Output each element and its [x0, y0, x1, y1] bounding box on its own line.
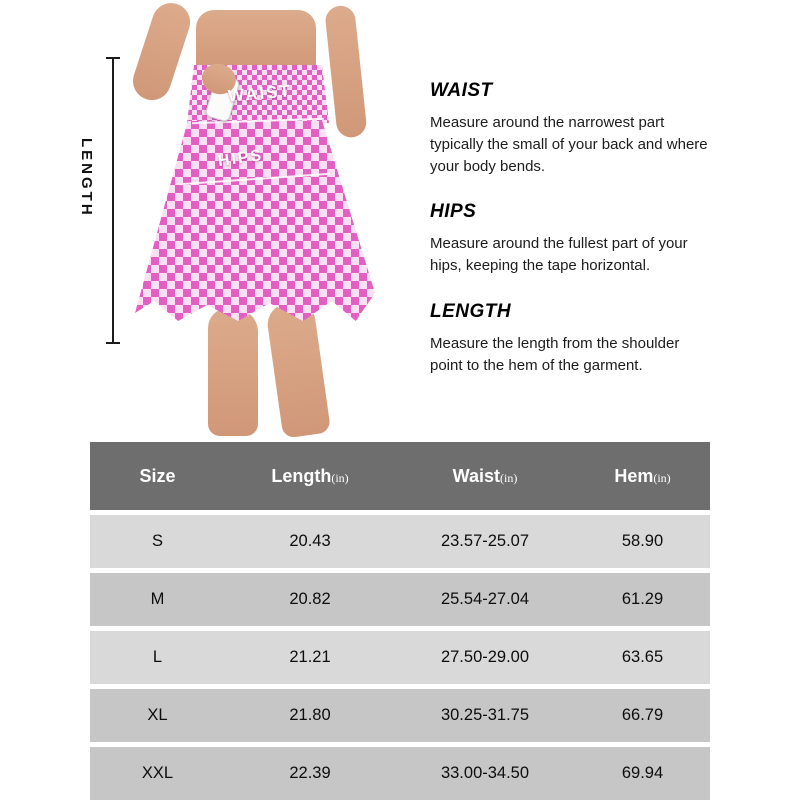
header-hem-label: Hem: [614, 465, 654, 486]
cell-size: XXL: [141, 764, 174, 782]
model-right-arm: [324, 4, 368, 138]
length-measure-tick-bottom: [106, 342, 120, 344]
header-hem: [575, 466, 710, 487]
table-row: [90, 515, 710, 568]
table-row: [90, 747, 710, 800]
cell-waist: 27.50-29.00: [440, 648, 530, 666]
cell-hem: 63.65: [621, 648, 664, 666]
header-waist: [395, 466, 575, 487]
length-instruction-text: Measure the length from the shoulder point to the hem of the garment.: [430, 334, 680, 374]
table-row: [90, 573, 710, 626]
length-heading: LENGTH: [430, 300, 512, 322]
cell-length: 22.39: [289, 764, 331, 782]
cell-hem: 69.94: [621, 764, 664, 782]
header-length-unit: (in): [331, 470, 349, 485]
cell-waist: 23.57-25.07: [440, 532, 530, 550]
waist-figure-label: WAIST: [227, 81, 293, 106]
cell-waist: 25.54-27.04: [440, 590, 530, 608]
model-left-arm: [128, 0, 195, 105]
instruction-length: [430, 301, 708, 377]
hips-instruction-text: Measure around the fullest part of your hips, keeping the tape horizontal.: [430, 235, 688, 274]
cell-size: XL: [147, 706, 168, 724]
header-length: [225, 466, 395, 487]
instruction-hips: [430, 201, 708, 277]
instruction-waist: [430, 80, 708, 177]
hips-figure-label: HIPS: [216, 146, 265, 171]
product-measurement-figure: [60, 10, 420, 438]
header-length-label: Length: [271, 465, 332, 486]
length-measure-line: [112, 58, 114, 344]
cell-hem: 58.90: [621, 532, 664, 550]
size-table-header-row: [90, 442, 710, 510]
header-size: [90, 466, 225, 487]
cell-size: L: [152, 648, 163, 666]
cell-length: 21.21: [289, 648, 331, 666]
table-row: [90, 631, 710, 684]
length-axis-label: LENGTH: [78, 138, 95, 218]
cell-waist: 33.00-34.50: [440, 764, 530, 782]
hips-heading: HIPS: [430, 201, 477, 223]
header-waist-unit: (in): [500, 470, 518, 485]
header-size-label: Size: [139, 465, 176, 486]
waist-instruction-text: Measure around the narrowest part typically the small of your back and where your body bends.: [430, 114, 708, 175]
size-table: [90, 442, 710, 800]
cell-length: 20.43: [289, 532, 331, 550]
measuring-instructions: [430, 80, 708, 400]
header-waist-label: Waist: [452, 465, 500, 486]
model-right-leg: [265, 299, 331, 438]
waist-heading: WAIST: [430, 80, 493, 101]
model-left-leg: [208, 308, 258, 436]
cell-waist: 30.25-31.75: [440, 706, 530, 724]
cell-length: 20.82: [289, 590, 331, 608]
table-row: [90, 689, 710, 742]
cell-hem: 66.79: [621, 706, 664, 724]
length-measure-tick-top: [106, 57, 120, 59]
cell-size: S: [151, 532, 163, 550]
header-hem-unit: (in): [653, 470, 671, 485]
cell-length: 21.80: [289, 706, 331, 724]
cell-hem: 61.29: [621, 590, 664, 608]
cell-size: M: [150, 590, 165, 608]
model-torso: [196, 10, 316, 72]
